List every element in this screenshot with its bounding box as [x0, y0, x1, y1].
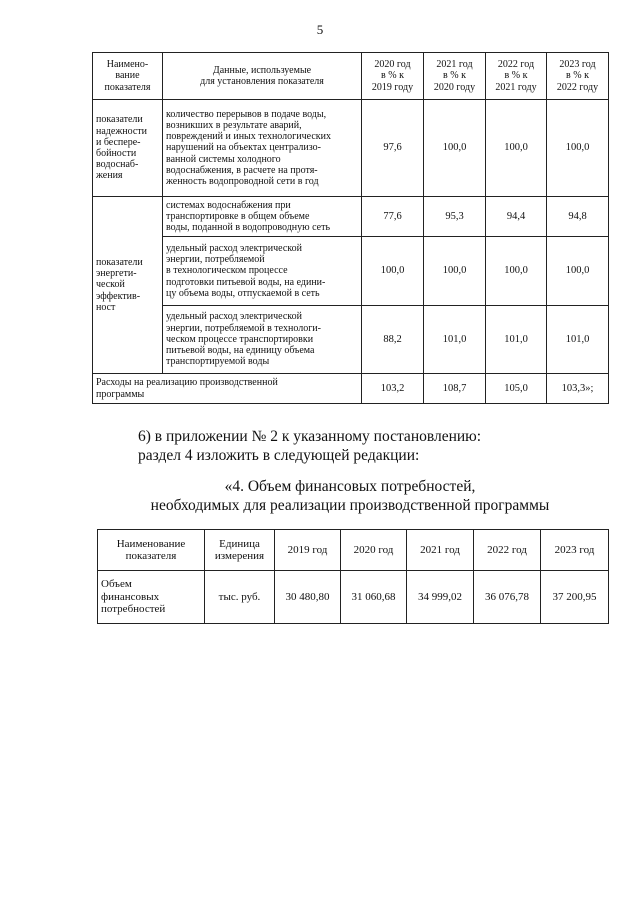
- cell-value: 95,3: [424, 197, 486, 237]
- table-row: [93, 100, 609, 197]
- row-unit: тыс. руб.: [205, 571, 275, 624]
- cell-value: 100,0: [486, 100, 547, 197]
- row-name: Объем финансовых потребностей: [98, 571, 205, 624]
- cell-value: 101,0: [486, 306, 547, 374]
- table-row: [93, 306, 609, 374]
- header-2021: 2021 год в % к 2020 году: [424, 53, 486, 100]
- row-description: удельный расход электрической энергии, потребляемой в технологи- ческом процессе транспортировки питьевой воды, на единицу объема транспортируемой воды: [163, 306, 362, 374]
- financial-needs-table: [97, 529, 609, 624]
- cell-value: 108,7: [424, 374, 486, 404]
- header-2023: 2023 год в % к 2022 году: [547, 53, 609, 100]
- section-heading-line-2: необходимых для реализации производственной программы: [150, 497, 550, 514]
- cell-value: 94,8: [547, 197, 609, 237]
- cell-value: 31 060,68: [341, 571, 407, 624]
- row-description: количество перерывов в подаче воды, возникших в результате аварий, повреждений и иных технологических нарушений на объектах централизо- ванной системы холодного водоснабжения, в расчете на протя- женность водопроводной сети в год: [163, 100, 362, 197]
- table-row: [93, 197, 609, 237]
- header-indicator-name: Наимено- вание показателя: [93, 53, 163, 100]
- table-header-row: [98, 530, 609, 571]
- page-number: 5: [316, 22, 324, 37]
- table-header-row: [93, 53, 609, 100]
- cell-value: 30 480,80: [275, 571, 341, 624]
- cell-value: 101,0: [424, 306, 486, 374]
- cell-value: 100,0: [486, 237, 547, 306]
- cell-value: 103,2: [362, 374, 424, 404]
- cell-value: 100,0: [362, 237, 424, 306]
- table-row: [93, 237, 609, 306]
- cell-value: 97,6: [362, 100, 424, 197]
- table-row: [98, 571, 609, 624]
- header-2019: 2019 год: [275, 530, 341, 571]
- header-2023: 2023 год: [541, 530, 609, 571]
- paragraph-line-1: 6) в приложении № 2 к указанному постановлению:: [138, 428, 482, 445]
- cell-value: 100,0: [424, 100, 486, 197]
- header-2020: 2020 год: [341, 530, 407, 571]
- group-reliability: показатели надежности и беспере- бойности водоснаб- жения: [93, 100, 163, 197]
- group-energy-efficiency: показатели энергети- ческой эффектив- ност: [93, 197, 163, 374]
- cell-value: 100,0: [547, 237, 609, 306]
- header-unit: Единица измерения: [205, 530, 275, 571]
- header-2021: 2021 год: [407, 530, 474, 571]
- indicators-table: [92, 52, 609, 404]
- total-expenses-label: Расходы на реализацию производственной программы: [93, 374, 362, 404]
- cell-value: 77,6: [362, 197, 424, 237]
- cell-value: 94,4: [486, 197, 547, 237]
- cell-value: 88,2: [362, 306, 424, 374]
- cell-value: 100,0: [547, 100, 609, 197]
- table-total-row: [93, 374, 609, 404]
- cell-value: 100,0: [424, 237, 486, 306]
- row-description: системах водоснабжения при транспортировке в общем объеме воды, поданной в водопроводную сеть: [163, 197, 362, 237]
- header-data-used: Данные, используемые для установления показателя: [163, 53, 362, 100]
- cell-value: 36 076,78: [474, 571, 541, 624]
- section-heading-line-1: «4. Объем финансовых потребностей,: [224, 478, 476, 495]
- cell-value: 37 200,95: [541, 571, 609, 624]
- header-2022: 2022 год в % к 2021 году: [486, 53, 547, 100]
- cell-value: 101,0: [547, 306, 609, 374]
- cell-value: 34 999,02: [407, 571, 474, 624]
- header-2020: 2020 год в % к 2019 году: [362, 53, 424, 100]
- cell-value: 105,0: [486, 374, 547, 404]
- row-description: удельный расход электрической энергии, потребляемой в технологическом процессе подготовки питьевой воды, на едини- цу объема воды, отпускаемой в сеть: [163, 237, 362, 306]
- cell-value: 103,3»;: [547, 374, 609, 404]
- header-indicator-name: Наименование показателя: [98, 530, 205, 571]
- header-2022: 2022 год: [474, 530, 541, 571]
- paragraph-line-2: раздел 4 изложить в следующей редакции:: [138, 447, 420, 464]
